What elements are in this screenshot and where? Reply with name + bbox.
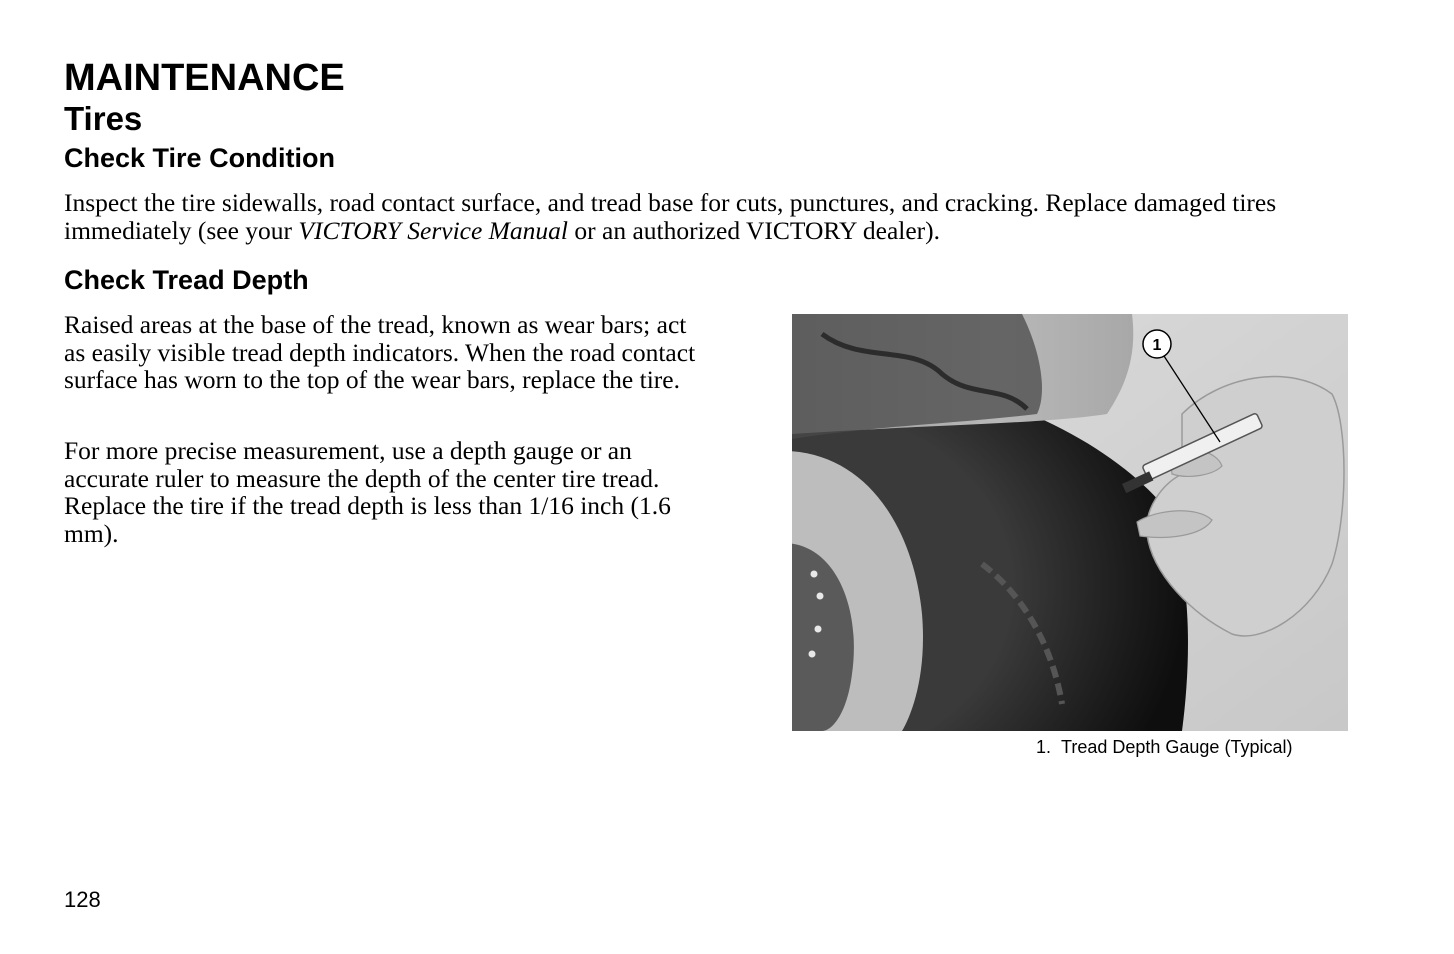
caption-text: Tread Depth Gauge (Typical)	[1061, 737, 1293, 757]
callout-number: 1	[1152, 337, 1162, 354]
caption-number: 1.	[1036, 737, 1052, 757]
rotor-hole	[817, 593, 824, 600]
check-tire-condition-heading: Check Tire Condition	[64, 143, 336, 173]
rotor-hole	[815, 626, 822, 633]
rotor-hole	[811, 571, 818, 578]
page-number: 128	[64, 887, 101, 912]
service-manual-reference: VICTORY Service Manual	[298, 215, 569, 245]
tread-depth-gauge-photo	[792, 314, 1348, 731]
page-section-title: MAINTENANCE	[64, 57, 345, 99]
page-subsection-title: Tires	[64, 100, 143, 137]
depth-gauge-paragraph: For more precise measurement, use a depth gauge or an accurate ruler to measure the depth of the center tire tread. Replace the tire if the tread depth is less than 1/16 inch (1.6 mm).	[64, 436, 671, 548]
check-tire-condition-paragraph	[64, 189, 1364, 244]
condition-text-start: Inspect the tire sidewalls, road contact surface, and tread base for cuts, punctures, and cracking. Replace damaged tires immediately (see your	[64, 188, 1277, 245]
condition-text-end: or an authorized VICTORY dealer).	[568, 215, 941, 245]
figure-caption	[1036, 736, 1292, 758]
wear-bars-paragraph: Raised areas at the base of the tread, known as wear bars; act as easily visible tread depth indicators. When the road contact surface has worn to the top of the wear bars, replace the tire.	[64, 310, 696, 394]
check-tread-depth-heading: Check Tread Depth	[64, 265, 309, 295]
rotor-hole	[809, 651, 816, 658]
